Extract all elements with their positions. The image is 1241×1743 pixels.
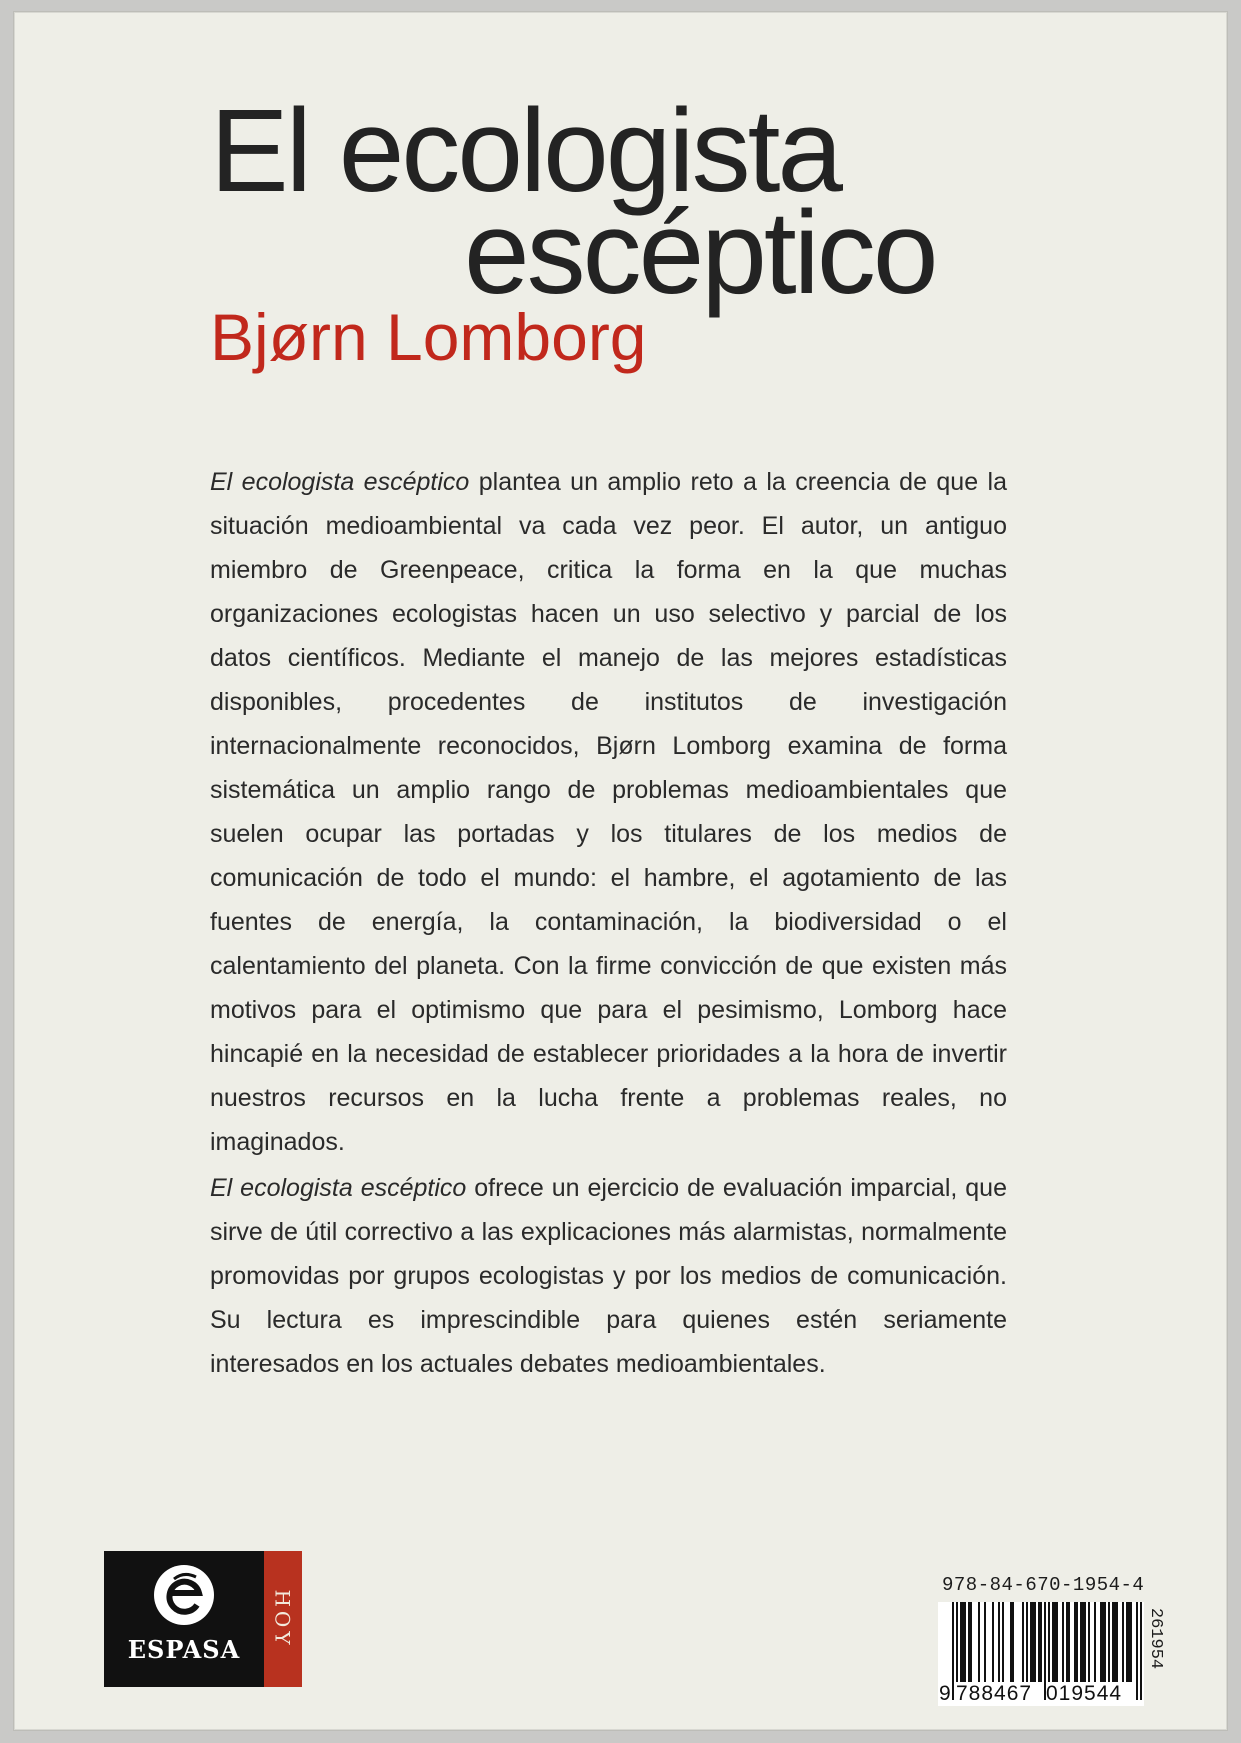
barcode-bar — [1026, 1602, 1028, 1682]
barcode-bar — [978, 1602, 980, 1682]
italic-book-title: El ecologista escéptico — [210, 1174, 467, 1202]
barcode-bar — [1066, 1602, 1070, 1682]
barcode-bar — [1022, 1602, 1024, 1682]
publisher-name: ESPASA — [127, 1635, 241, 1664]
italic-book-title: El ecologista escéptico — [210, 468, 470, 496]
back-cover — [14, 12, 1227, 1730]
barcode-right-group: 019544 — [1046, 1682, 1123, 1705]
barcode-bar — [1010, 1602, 1014, 1682]
blurb-text — [210, 460, 1007, 1386]
barcode-bar — [1080, 1602, 1086, 1682]
barcode-bar — [1074, 1602, 1078, 1682]
barcode-bar — [992, 1602, 994, 1682]
barcode-bar — [1088, 1602, 1090, 1682]
isbn-label: 978-84-670-1954-4 — [942, 1574, 1145, 1596]
internal-code — [1144, 1586, 1168, 1690]
collection-name: HOY — [271, 1589, 296, 1649]
blurb-paragraph-1-text: plantea un amplio reto a la creencia de que la situación medioambiental va cada vez peor. El autor, un antiguo miembro de Greenpeace, critica la forma en la que muchas organizaciones ecologistas hacen un uso selectivo y parcial de los datos científicos. Mediante el manejo de las mejores estadísticas disponibles, procedentes de institutos de investigación internacionalmente reconocidos, Bjørn Lomborg examina de forma sistemática un amplio rango de problemas medioambientales que suelen ocupar las portadas y los titulares de los medios de comunicación de todo el mundo: el hambre, el agotamiento de las fuentes de energía, la contaminación, la biodiversidad o el calentamiento del planeta. Con la firme convicción de que existen más motivos para el optimismo que para el pesimismo, Lomborg hace hincapié en la necesidad de establecer prioridades a la hora de invertir nuestros recursos en la lucha frente a problemas reales, no imaginados. — [210, 468, 1008, 1156]
logo-collection-band — [264, 1551, 302, 1687]
espasa-e-icon — [152, 1563, 216, 1627]
author-name: Bjørn Lomborg — [210, 300, 647, 374]
barcode-bar — [1002, 1602, 1004, 1682]
blurb-paragraph-1 — [210, 460, 1007, 1164]
barcode — [938, 1602, 1144, 1706]
barcode-bar — [1030, 1602, 1036, 1682]
barcode-bar — [1100, 1602, 1106, 1682]
barcode-bar — [998, 1602, 1000, 1682]
barcode-digits — [938, 1682, 1144, 1706]
barcode-bar — [968, 1602, 972, 1682]
logo-black-block — [104, 1551, 264, 1687]
book-title-line-1: El ecologista — [210, 85, 841, 217]
barcode-bar — [1108, 1602, 1110, 1682]
barcode-bar — [1062, 1602, 1064, 1682]
book-title-line-2: escéptico — [464, 187, 936, 319]
barcode-left-group: 788467 — [956, 1682, 1033, 1705]
barcode-bar — [1094, 1602, 1096, 1682]
barcode-bar — [960, 1602, 966, 1682]
barcode-bar — [1038, 1602, 1042, 1682]
blurb-paragraph-2-text: ofrece un ejercicio de evaluación imparcial, que sirve de útil correctivo a las explicaciones más alarmistas, normalmente promovidas por grupos ecologistas y por los medios de comunicación. Su lectura es imprescindible para quienes estén seriamente interesados en los actuales debates medioambientales. — [210, 1174, 1007, 1378]
blurb-paragraph-2 — [210, 1166, 1007, 1386]
barcode-bar — [1112, 1602, 1118, 1682]
barcode-bar — [1052, 1602, 1058, 1682]
barcode-bar — [1126, 1602, 1132, 1682]
internal-code-text: 261954 — [1146, 1607, 1166, 1669]
barcode-first-digit: 9 — [939, 1682, 951, 1705]
barcode-bar — [984, 1602, 986, 1682]
barcode-bar — [1122, 1602, 1124, 1682]
publisher-logo — [104, 1551, 302, 1687]
